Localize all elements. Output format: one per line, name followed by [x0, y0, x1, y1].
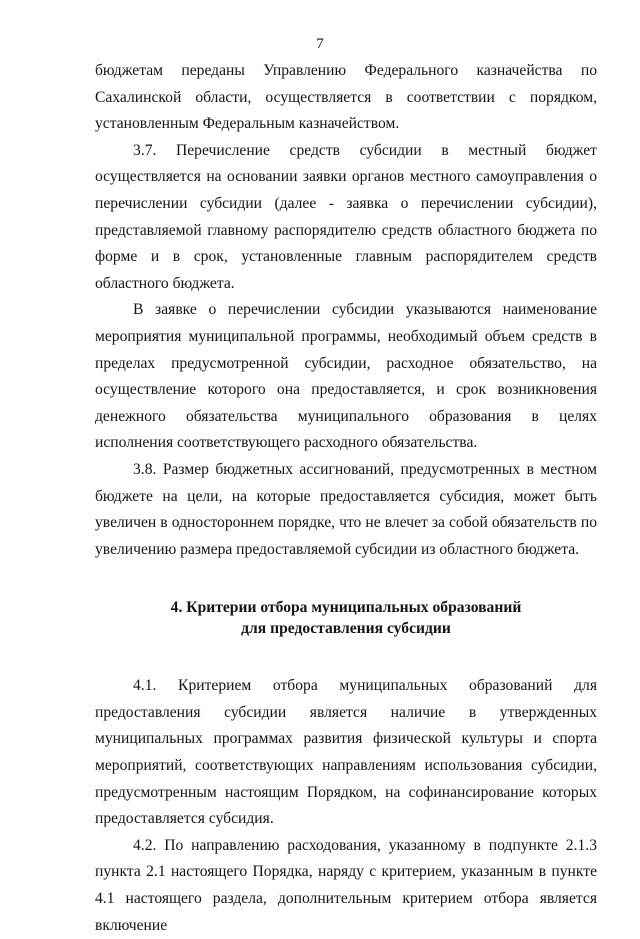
- page-number: 7: [316, 36, 324, 52]
- section-heading: [95, 597, 597, 639]
- document-body: [95, 58, 597, 939]
- paragraph-3-7: 3.7. Перечисление средств субсидии в местный бюджет осуществляется на основании заявки органов местного самоуправления о перечислении субсидии (далее - заявка о перечислении субсидии), представляемой главному распорядителю средств областного бюджета по форме и в срок, установленные главным распорядителем средств областного бюджета.: [95, 141, 597, 292]
- section-heading-line-1: 4. Критерии отбора муниципальных образований: [170, 599, 522, 617]
- paragraph-application-contents: В заявке о перечислении субсидии указываются наименование мероприятия муниципальной программы, необходимый объем средств в пределах предусмотренной субсидии, расходное обязательство, на осуществление которого она предоставляется, и срок возникновения денежного обязательства муниципального образования в целях исполнения соответствующего расходного обязательства.: [95, 301, 597, 452]
- paragraph-continuation: бюджетам переданы Управлению Федерального казначейства по Сахалинской области, осуществляется в соответствии с порядком, установленным Федеральным казначейством.: [95, 62, 597, 133]
- paragraph-4-1: 4.1. Критерием отбора муниципальных образований для предоставления субсидии является наличие в утвержденных муниципальных программах развития физической культуры и спорта мероприятий, соответствующих направлениям использования субсидии, предусмотренным настоящим Порядком, на софинансирование которых предоставляется субсидия.: [95, 677, 597, 828]
- paragraph-3-8: 3.8. Размер бюджетных ассигнований, предусмотренных в местном бюджете на цели, на которые предоставляется субсидия, может быть увеличен в одностороннем порядке, что не влечет за собой обязательств по увеличению размера предоставляемой субсидии из областного бюджета.: [95, 460, 597, 558]
- paragraph-4-2: 4.2. По направлению расходования, указанному в подпункте 2.1.3 пункта 2.1 настоящего Порядка, наряду с критерием, указанным в пункте 4.1 настоящего раздела, дополнительным критерием отбора является включение: [95, 836, 597, 934]
- section-heading-line-2: для предоставления субсидии: [241, 620, 451, 638]
